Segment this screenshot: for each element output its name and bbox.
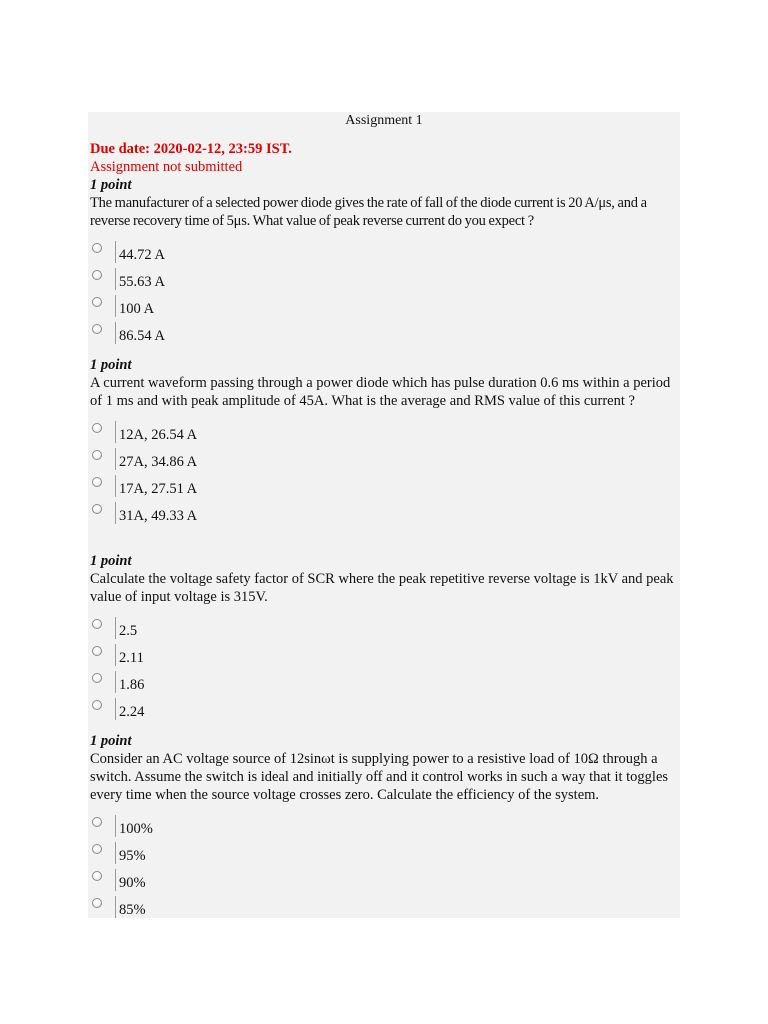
answer-option[interactable] bbox=[88, 895, 680, 922]
option-label: 44.72 A bbox=[115, 241, 165, 263]
answer-option[interactable] bbox=[88, 814, 680, 841]
option-label: 31A, 49.33 A bbox=[115, 502, 197, 524]
radio-button[interactable] bbox=[92, 297, 102, 307]
option-label: 1.86 bbox=[115, 671, 144, 693]
radio-button[interactable] bbox=[92, 700, 102, 710]
answer-options bbox=[88, 616, 680, 724]
question-2 bbox=[88, 356, 680, 528]
radio-button[interactable] bbox=[92, 243, 102, 253]
question-text: Calculate the voltage safety factor of SCR where the peak repetitive reverse voltage is 1kV and peak value of input voltage is 315V. bbox=[90, 571, 674, 605]
option-label: 17A, 27.51 A bbox=[115, 475, 197, 497]
assignment-sheet bbox=[88, 112, 680, 918]
question-4 bbox=[88, 732, 680, 922]
answer-option[interactable] bbox=[88, 294, 680, 321]
question-1 bbox=[88, 176, 680, 348]
due-date: Due date: 2020-02-12, 23:59 IST. bbox=[90, 141, 292, 157]
question-points: 1 point bbox=[90, 733, 132, 749]
submission-status: Assignment not submitted bbox=[90, 159, 243, 175]
option-label: 100 A bbox=[115, 295, 154, 317]
question-text: Consider an AC voltage source of 12sinωt is supplying power to a resistive load of 10Ω through a switch. Assume the switch is ideal and initially off and it control works in such a way that it toggles every time when the source voltage crosses zero. Calculate the efficiency of the system. bbox=[90, 751, 669, 803]
radio-button[interactable] bbox=[92, 646, 102, 656]
answer-option[interactable] bbox=[88, 447, 680, 474]
answer-option[interactable] bbox=[88, 420, 680, 447]
answer-options bbox=[88, 814, 680, 922]
question-text: The manufacturer of a selected power diode gives the rate of fall of the diode current is 20 A/μs, and a reverse recovery time of 5μs. What value of peak reverse current do you expect ? bbox=[90, 195, 647, 229]
radio-button[interactable] bbox=[92, 817, 102, 827]
option-label: 100% bbox=[115, 815, 153, 837]
question-points: 1 point bbox=[90, 357, 132, 373]
option-label: 2.5 bbox=[115, 617, 137, 639]
radio-button[interactable] bbox=[92, 450, 102, 460]
question-points: 1 point bbox=[90, 553, 132, 569]
answer-option[interactable] bbox=[88, 501, 680, 528]
answer-option[interactable] bbox=[88, 643, 680, 670]
radio-button[interactable] bbox=[92, 270, 102, 280]
option-label: 27A, 34.86 A bbox=[115, 448, 197, 470]
option-label: 90% bbox=[115, 869, 146, 891]
answer-option[interactable] bbox=[88, 267, 680, 294]
answer-options bbox=[88, 240, 680, 348]
radio-button[interactable] bbox=[92, 423, 102, 433]
option-label: 85% bbox=[115, 896, 146, 918]
assignment-title: Assignment 1 bbox=[345, 113, 423, 128]
answer-options bbox=[88, 420, 680, 528]
radio-button[interactable] bbox=[92, 673, 102, 683]
radio-button[interactable] bbox=[92, 619, 102, 629]
radio-button[interactable] bbox=[92, 871, 102, 881]
answer-option[interactable] bbox=[88, 841, 680, 868]
answer-option[interactable] bbox=[88, 474, 680, 501]
answer-option[interactable] bbox=[88, 670, 680, 697]
option-label: 12A, 26.54 A bbox=[115, 421, 197, 443]
radio-button[interactable] bbox=[92, 844, 102, 854]
option-label: 2.24 bbox=[115, 698, 144, 720]
radio-button[interactable] bbox=[92, 898, 102, 908]
answer-option[interactable] bbox=[88, 321, 680, 348]
radio-button[interactable] bbox=[92, 504, 102, 514]
question-3 bbox=[88, 552, 680, 724]
answer-option[interactable] bbox=[88, 868, 680, 895]
option-label: 55.63 A bbox=[115, 268, 165, 290]
radio-button[interactable] bbox=[92, 477, 102, 487]
radio-button[interactable] bbox=[92, 324, 102, 334]
answer-option[interactable] bbox=[88, 240, 680, 267]
answer-option[interactable] bbox=[88, 616, 680, 643]
option-label: 86.54 A bbox=[115, 322, 165, 344]
option-label: 95% bbox=[115, 842, 146, 864]
answer-option[interactable] bbox=[88, 697, 680, 724]
option-label: 2.11 bbox=[115, 644, 144, 666]
question-text: A current waveform passing through a power diode which has pulse duration 0.6 ms within a period of 1 ms and with peak amplitude of 45A. What is the average and RMS value of this current ? bbox=[90, 375, 671, 409]
question-points: 1 point bbox=[90, 177, 132, 193]
